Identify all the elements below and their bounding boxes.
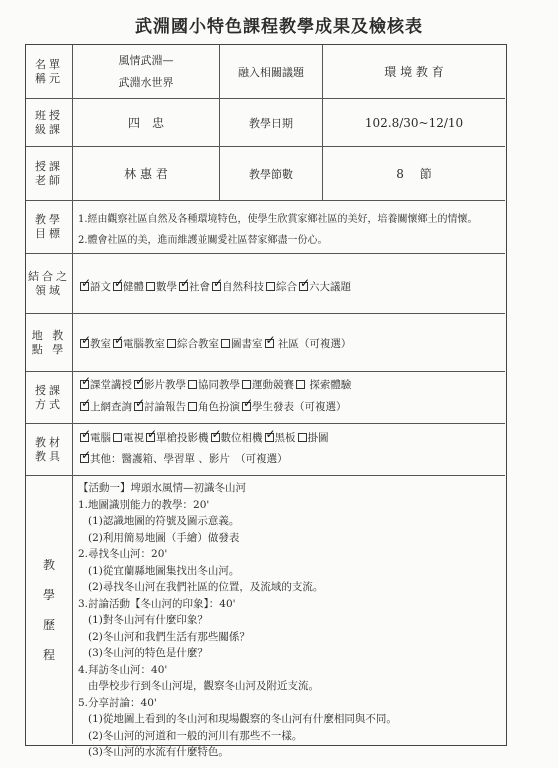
method-options-line2 xyxy=(78,399,347,414)
process-header: 教 學 歷 程 xyxy=(26,476,73,744)
checkbox-label: 教室 xyxy=(90,338,111,350)
unit-name-header: 名單 稱元 xyxy=(26,45,73,98)
checkbox[interactable] xyxy=(134,402,143,411)
materials-row xyxy=(26,424,505,476)
domains-content xyxy=(73,254,505,313)
topic-value: 環 境 教 育 xyxy=(384,65,444,79)
teacher-header: 授課 老師 xyxy=(26,147,73,200)
location-content xyxy=(73,314,505,371)
checkbox-label: 圖書室 xyxy=(231,338,263,350)
teacher-row xyxy=(26,147,505,201)
process-line: 2.尋找冬山河：20' xyxy=(78,548,168,560)
checkbox[interactable] xyxy=(265,433,274,442)
goal-item: 1.經由觀察社區自然及各種環境特色，使學生欣賞家鄉社區的美好，培養關懷鄉土的情懷。 xyxy=(78,214,478,225)
location-options xyxy=(78,336,351,351)
checkbox[interactable] xyxy=(146,433,155,442)
checkbox-label: 影片教學 xyxy=(144,379,186,391)
goals-content xyxy=(73,201,505,253)
checkbox-label: 討論報告 xyxy=(144,401,186,413)
checkbox[interactable] xyxy=(266,282,275,291)
checkbox[interactable] xyxy=(80,282,89,291)
date-value: 102.8/30~12/10 xyxy=(364,115,464,130)
checkbox[interactable] xyxy=(299,282,308,291)
checkbox[interactable] xyxy=(134,380,143,389)
form-title: 武淵國小特色課程教學成果及檢核表 xyxy=(135,17,423,37)
unit-row xyxy=(26,45,505,99)
checkbox-label: 運動競賽 xyxy=(252,379,294,391)
date-header: 教學日期 xyxy=(220,99,323,146)
checkbox[interactable] xyxy=(167,339,176,348)
materials-header: 教材 教具 xyxy=(26,424,73,475)
checkbox[interactable] xyxy=(211,433,220,442)
checkbox[interactable] xyxy=(242,380,251,389)
process-line: (1)從地圖上看到的冬山河和現場觀察的冬山河有什麼相同與不同。 xyxy=(88,713,397,725)
checkbox[interactable] xyxy=(80,380,89,389)
checkbox[interactable] xyxy=(80,433,89,442)
checkbox[interactable] xyxy=(188,402,197,411)
class-header: 班授 級課 xyxy=(26,99,73,146)
checkbox[interactable] xyxy=(80,454,89,463)
checkbox-label: 綜合 xyxy=(276,281,297,293)
process-line: (1)對冬山河有什麼印象？ xyxy=(88,614,208,626)
class-value: 四 忠 xyxy=(73,99,220,146)
teacher-value: 林 惠 君 xyxy=(73,147,220,200)
checkbox-label: 黑板 xyxy=(274,432,296,444)
sessions-value: 8 節 xyxy=(396,167,432,181)
domains-row xyxy=(26,254,505,314)
checkbox[interactable] xyxy=(221,339,230,348)
materials-content xyxy=(73,424,505,475)
checkbox[interactable] xyxy=(296,380,305,389)
checkbox[interactable] xyxy=(80,339,89,348)
process-line: 1.地圖識別能力的教學：20' xyxy=(78,498,210,511)
checkbox-label: 單槍投影機 xyxy=(156,432,209,444)
checkbox-label: 綜合教室 xyxy=(177,338,219,350)
checkbox[interactable] xyxy=(146,282,155,291)
checkbox-label: 電視 xyxy=(123,432,144,444)
process-content xyxy=(73,476,505,758)
method-options-line1 xyxy=(78,377,351,392)
unit-name-value: 風情武淵— 武淵水世界 xyxy=(73,45,220,98)
location-header: 地 教 點 學 xyxy=(26,314,73,371)
checkbox[interactable] xyxy=(113,433,122,442)
process-line: (1)認識地圖的符號及圖示意義。 xyxy=(88,515,240,527)
checkbox-label: 課堂講授 xyxy=(90,379,132,391)
process-row xyxy=(26,476,505,758)
checkbox[interactable] xyxy=(179,282,188,291)
checkbox-label: 探索體驗 xyxy=(306,379,352,391)
sessions-header: 教學節數 xyxy=(220,147,323,200)
checkbox-label: 電腦教室 xyxy=(123,338,165,350)
location-row xyxy=(26,314,505,372)
checkbox-label: 其他：醫護箱、學習單 、影片 （可複選） xyxy=(90,453,288,465)
checkbox[interactable] xyxy=(298,433,307,442)
checkbox[interactable] xyxy=(212,282,221,291)
checkbox-label: 健體 xyxy=(123,281,144,293)
process-line: (3)冬山河的水流有什麼特色。 xyxy=(88,746,229,758)
checkbox-label: 社區（可複選） xyxy=(274,338,352,350)
checkbox-label: 掛圖 xyxy=(307,432,329,444)
checkbox[interactable] xyxy=(265,339,274,348)
process-line: (2)利用簡易地圖（手繪）做發表 xyxy=(88,531,240,544)
process-line: 由學校步行到冬山河堤，觀察冬山河及附近支流。 xyxy=(88,680,319,692)
process-line: (2)冬山河的河道和一般的河川有那些不一樣。 xyxy=(88,729,303,742)
topic-header: 融入相關議題 xyxy=(220,45,323,98)
checkbox-label: 數位相機 xyxy=(220,432,263,444)
checkbox[interactable] xyxy=(242,402,251,411)
goals-row xyxy=(26,201,505,254)
checkbox-label: 語文 xyxy=(90,281,111,293)
class-row xyxy=(26,99,505,147)
checklist-table xyxy=(25,44,507,758)
process-line: (1)從宜蘭縣地圖集找出冬山河。 xyxy=(88,564,240,577)
process-line: 4.拜訪冬山河：40' xyxy=(78,663,168,676)
domain-options xyxy=(78,279,351,294)
material-options-line1 xyxy=(78,430,329,445)
methods-header: 授課 方式 xyxy=(26,372,73,423)
checkbox[interactable] xyxy=(113,339,122,348)
goals-header: 教學 目標 xyxy=(26,201,73,253)
checkbox[interactable] xyxy=(188,380,197,389)
checkbox-label: 數學 xyxy=(156,281,177,293)
process-line: (3)冬山河的特色是什麼？ xyxy=(88,647,208,659)
checkbox[interactable] xyxy=(80,402,89,411)
checkbox-label: 自然科技 xyxy=(222,281,264,293)
process-line: 3.討論活動【冬山河的印象】：40' xyxy=(78,597,236,610)
checkbox-label: 六大議題 xyxy=(309,281,351,293)
checkbox-label: 協同教學 xyxy=(198,379,240,391)
goal-item: 2.體會社區的美，進而維護並關愛社區替家鄉盡一份心。 xyxy=(78,235,328,246)
checkbox[interactable] xyxy=(113,282,122,291)
process-line: (2)尋找冬山河在我們社區的位置，及流域的支流。 xyxy=(88,581,324,593)
process-line: 【活動一】埤頭水風情—初識冬山河 xyxy=(78,482,246,494)
material-options-line2 xyxy=(78,451,288,466)
checkbox-label: 社會 xyxy=(189,281,210,293)
process-line: 5.分享討論：40' xyxy=(78,696,157,709)
checkbox-label: 電腦 xyxy=(90,432,111,444)
process-line: (2)冬山河和我們生活有那些關係？ xyxy=(88,630,250,643)
methods-content xyxy=(73,372,505,423)
checkbox-label: 上網查詢 xyxy=(90,401,132,413)
checkbox-label: 學生發表（可複選） xyxy=(252,401,347,413)
methods-row xyxy=(26,372,505,424)
domains-header: 結合之 領域 xyxy=(26,254,73,313)
checkbox-label: 角色扮演 xyxy=(198,401,240,413)
